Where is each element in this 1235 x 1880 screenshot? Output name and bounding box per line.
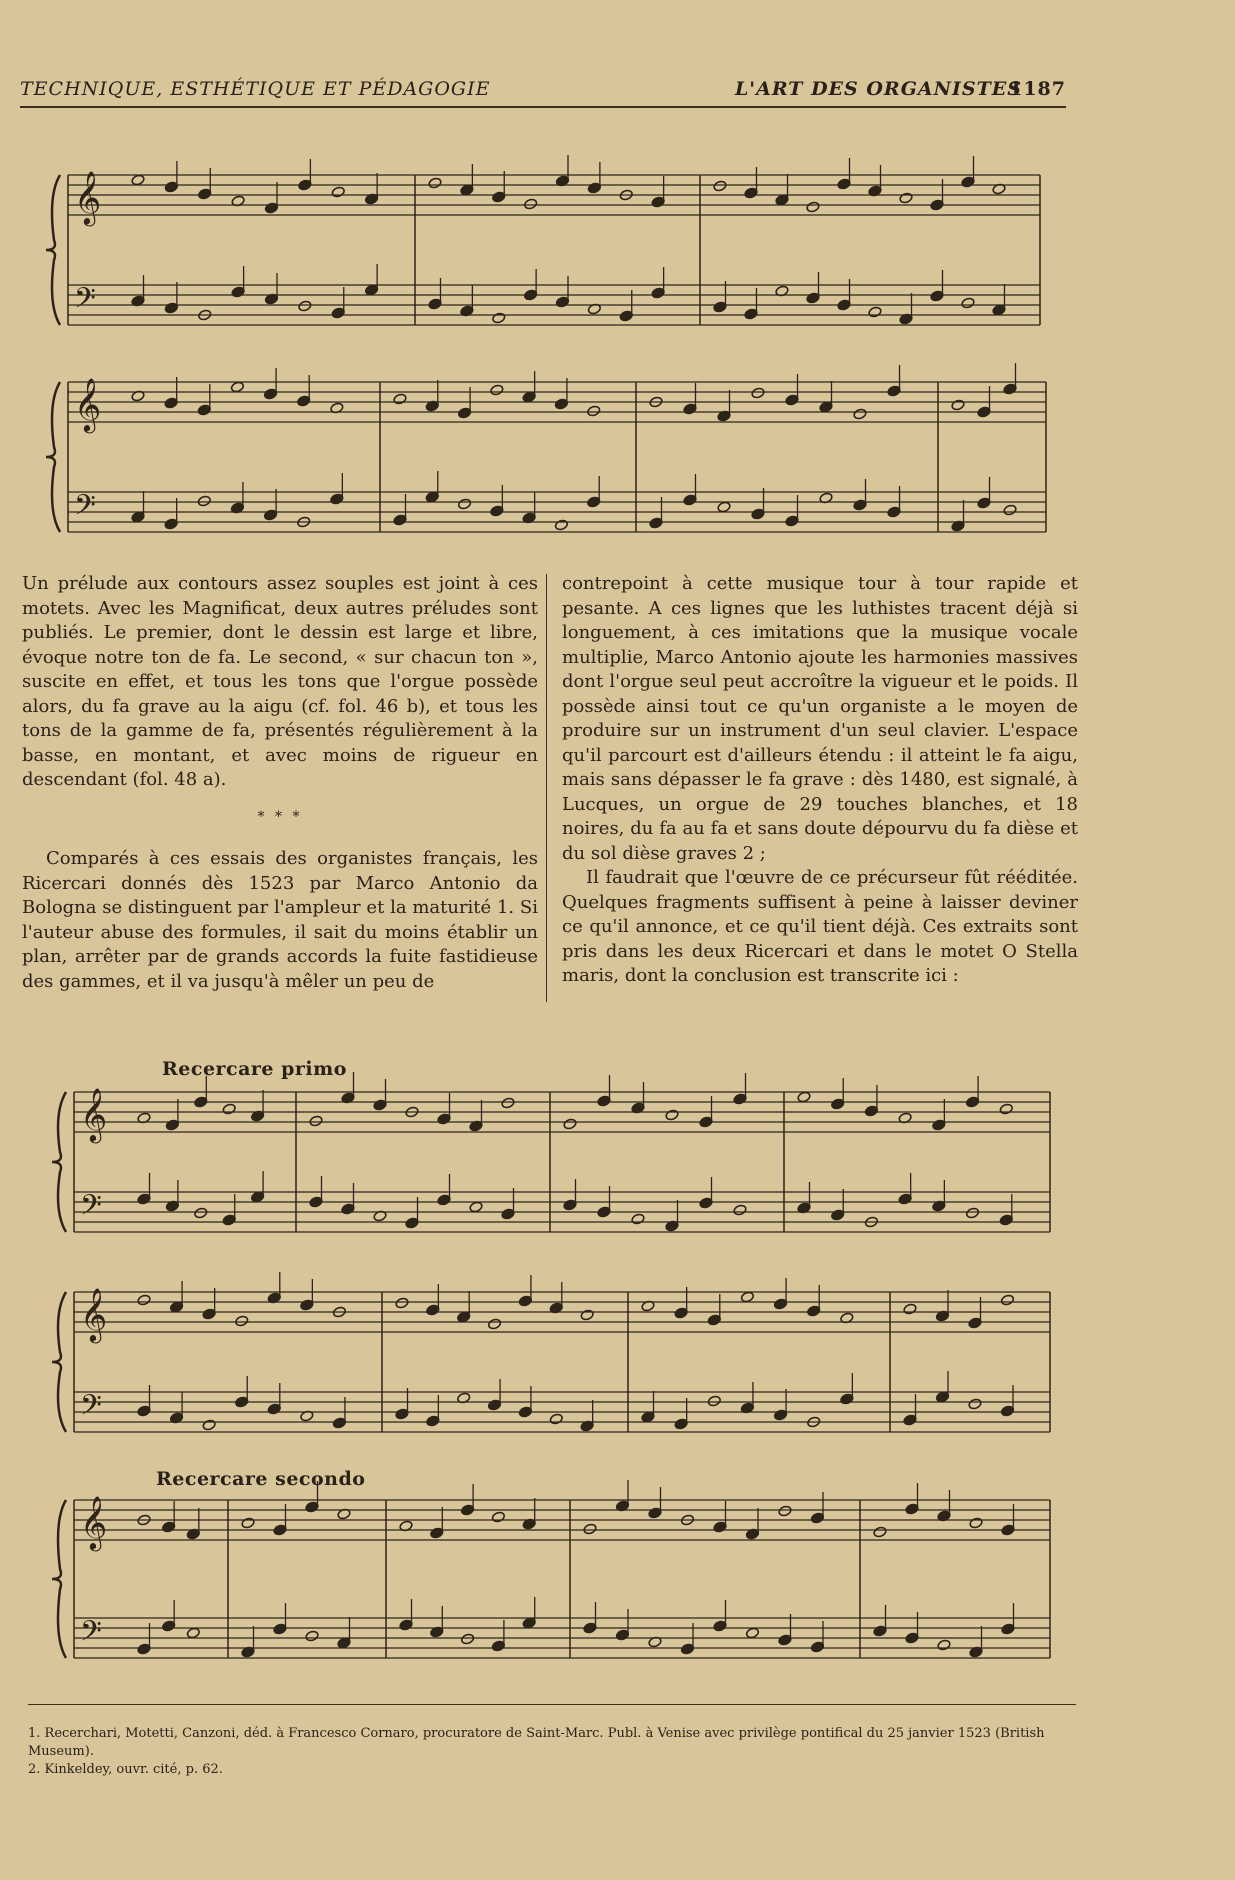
note-head (751, 387, 765, 399)
note-head (492, 312, 506, 324)
note-head (965, 1207, 979, 1219)
page-number: 1187 (1009, 78, 1066, 100)
caption-recercare-secondo: Recercare secondo (156, 1468, 366, 1490)
note-head (778, 1505, 792, 1517)
bass-clef-icon: 𝄢 (74, 282, 96, 322)
bass-clef-icon: 𝄢 (74, 489, 96, 529)
right-paragraph-1: contrepoint à cette musique tour à tour rapide et pesante. A ces lignes que les luthistes tracent déjà si longuement, à ces imitations que la musique vocale multiplie, Marco Antonio ajoute les harmonies massives dont l'orgue seul peut accroître la vigueur et le poids. Il possède ainsi tout ce qu'un organiste a le moyen de produire sur un instrument d'un seul clavier. L'espace qu'il parcourt est d'ailleurs étendu : il atteint le fa aigu, mais sans dépasser le fa grave : dès 1480, est signalé, à Lucques, un orgue de 29 touches blanches, et 18 noires, du fa au fa et sans doute dépourvu du fa dièse et du sol dièse graves 2 ; (562, 573, 1078, 864)
note-head (194, 1207, 208, 1219)
note-head (587, 405, 601, 417)
note-head (305, 1630, 319, 1642)
note-head (717, 501, 731, 513)
note-head (491, 1511, 505, 1523)
note-head (395, 1297, 409, 1309)
note-head (707, 1395, 721, 1407)
left-column (22, 572, 538, 994)
note-head (501, 1097, 515, 1109)
footnote-2: 2. Kinkeldey, ouvr. cité, p. 62. (28, 1762, 223, 1777)
footnotes (28, 1704, 1076, 1779)
note-head (309, 1115, 323, 1127)
note-head (583, 1523, 597, 1535)
note-head (137, 1294, 151, 1306)
note-head (740, 1291, 754, 1303)
treble-clef-icon: 𝄞 (74, 377, 102, 431)
section-separator: * * * (257, 808, 303, 825)
note-head (868, 306, 882, 318)
left-paragraph-2: Comparés à ces essais des organistes français, les Ricercari donnés dès 1523 par Marco Antonio da Bologna se distinguent par l'ampleur et la maturité 1. Si l'auteur abuse des formules, il sait du moins établir un plan, arrêter par de grands accords la fuite fastidieuse des gammes, et il va jusqu'à mêler un peu de (22, 848, 538, 992)
note-head (899, 192, 913, 204)
note-head (580, 1309, 594, 1321)
brace (52, 1092, 66, 1232)
grand-staff (52, 1072, 1050, 1232)
grand-staff (46, 155, 1040, 325)
grand-staff (52, 1272, 1050, 1432)
note-head (745, 1627, 759, 1639)
caption-recercare-primo: Recercare primo (162, 1058, 347, 1080)
note-head (1000, 1294, 1014, 1306)
note-head (853, 408, 867, 420)
note-head (969, 1517, 983, 1529)
note-head (241, 1517, 255, 1529)
right-column (562, 572, 1078, 989)
note-head (331, 186, 345, 198)
brace (52, 1292, 66, 1432)
note-head (631, 1213, 645, 1225)
note-head (186, 1627, 200, 1639)
note-head (999, 1103, 1013, 1115)
note-head (487, 1318, 501, 1330)
brace (52, 1500, 66, 1658)
note-head (554, 519, 568, 531)
note-head (797, 1091, 811, 1103)
note-head (968, 1398, 982, 1410)
note-head (428, 177, 442, 189)
note-head (951, 399, 965, 411)
header-chapter-title: L'ART DES ORGANISTES (734, 78, 1022, 100)
grand-staff (46, 363, 1046, 532)
note-head (131, 174, 145, 186)
note-head (393, 393, 407, 405)
treble-clef-icon: 𝄞 (80, 1087, 108, 1141)
note-head (197, 495, 211, 507)
treble-clef-icon: 𝄞 (80, 1287, 108, 1341)
left-paragraph-1: Un prélude aux contours assez souples est joint à ces motets. Avec les Magnificat, deux autres préludes sont publiés. Le premier, dont le dessin est large et libre, évoque notre ton de fa. Le second, « sur chacun ton », suscite en effet, et tous les tons que l'orgue possède alors, du fa grave au la aigu (cf. fol. 46 b), et tous les tons de la gamme de fa, présentés régulièrement à la basse, en montant, et avec moins de rigueur en descendant (fol. 48 a). (22, 573, 538, 790)
note-head (298, 300, 312, 312)
note-head (549, 1413, 563, 1425)
bass-clef-icon: 𝄢 (80, 1389, 102, 1429)
note-head (937, 1639, 951, 1651)
column-divider (546, 574, 547, 1002)
bass-clef-icon: 𝄢 (80, 1189, 102, 1229)
brace (46, 382, 60, 532)
note-head (230, 381, 244, 393)
brace (46, 175, 60, 325)
treble-clef-icon: 𝄞 (80, 1495, 108, 1549)
note-head (806, 201, 820, 213)
header-section-title: TECHNIQUE, ESTHÉTIQUE ET PÉDAGOGIE (20, 78, 491, 100)
note-head (235, 1315, 249, 1327)
note-head (461, 1633, 475, 1645)
grand-staff (52, 1480, 1050, 1658)
note-head (222, 1103, 236, 1115)
note-head (202, 1419, 216, 1431)
note-head (873, 1526, 887, 1538)
right-paragraph-2: Il faudrait que l'œuvre de ce précurseur fût rééditée. Quelques fragments suffisent à peine à laisser deviner ce qu'il annonce, et ce qu'il tient déjà. Ces extraits sont pris dans les deux Ricercari et dans le motet O Stella maris, dont la conclusion est transcrite ici : (562, 867, 1078, 986)
note-head (1003, 504, 1017, 516)
note-head (457, 498, 471, 510)
note-head (713, 180, 727, 192)
note-head (524, 198, 538, 210)
footnote-1: 1. Recerchari, Motetti, Canzoni, déd. à Francesco Cornaro, procuratore de Saint-Marc. Publ. à Venise avec privilège pontifical du 25 janvier 1523 (British Museum). (28, 1726, 1045, 1759)
treble-clef-icon: 𝄞 (74, 170, 102, 224)
note-head (469, 1201, 483, 1213)
bass-clef-icon: 𝄢 (80, 1615, 102, 1655)
note-head (733, 1204, 747, 1216)
note-head (961, 297, 975, 309)
note-head (903, 1303, 917, 1315)
note-head (563, 1118, 577, 1130)
note-head (490, 384, 504, 396)
note-head (665, 1109, 679, 1121)
